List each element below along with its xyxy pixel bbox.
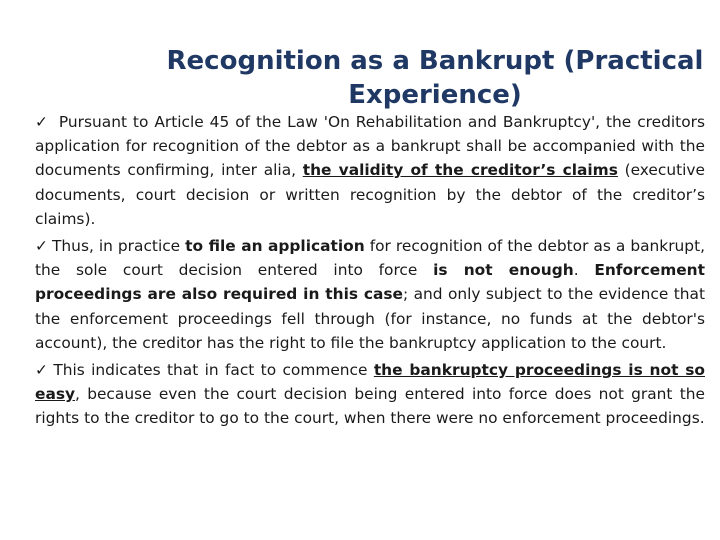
checkmark-icon: ✓: [35, 361, 50, 380]
text-run: is not enough: [433, 261, 574, 280]
text-run: the validity of the creditor’s claims: [302, 161, 618, 180]
checkmark-icon: ✓: [35, 113, 49, 131]
text-run: the bankruptcy proceedings is not so easy: [35, 361, 705, 404]
text-run: Enforcement proceedings are also required in this case: [35, 261, 705, 304]
paragraph: [35, 358, 705, 431]
paragraph: [35, 110, 705, 231]
body-text: [35, 110, 705, 434]
text-run: .: [573, 261, 595, 280]
text-run: for recognition of the debtor as a bankrupt, the sole court decision entered into force: [35, 237, 705, 280]
text-run: , because even the court decision being entered into force does not grant the rights to the creditor to go to the court, when there were no enforcement proceedings.: [35, 385, 705, 428]
checkmark-icon: ✓: [35, 237, 49, 256]
text-run: to file an application: [185, 237, 365, 256]
text-run: Pursuant to Article 45 of the Law 'On Rehabilitation and Bankruptcy', the creditors application for recognition of the debtor as a bankrupt shall be accompanied with the documents confirming, inter alia,: [35, 113, 705, 180]
text-run: This indicates that in fact to commence: [53, 361, 374, 380]
text-run: ; and only subject to the evidence that the enforcement proceedings fell through (for instance, no funds at the debtor's account), the creditor has the right to file the bankruptcy application to the court.: [35, 285, 706, 352]
text-run: (executive documents, court decision or written recognition by the debtor of the creditor’s claims).: [35, 161, 706, 228]
paragraph: [35, 234, 705, 355]
text-run: Thus, in practice: [52, 237, 186, 256]
slide-title: Recognition as a Bankrupt (Practical Experience): [166, 46, 704, 110]
